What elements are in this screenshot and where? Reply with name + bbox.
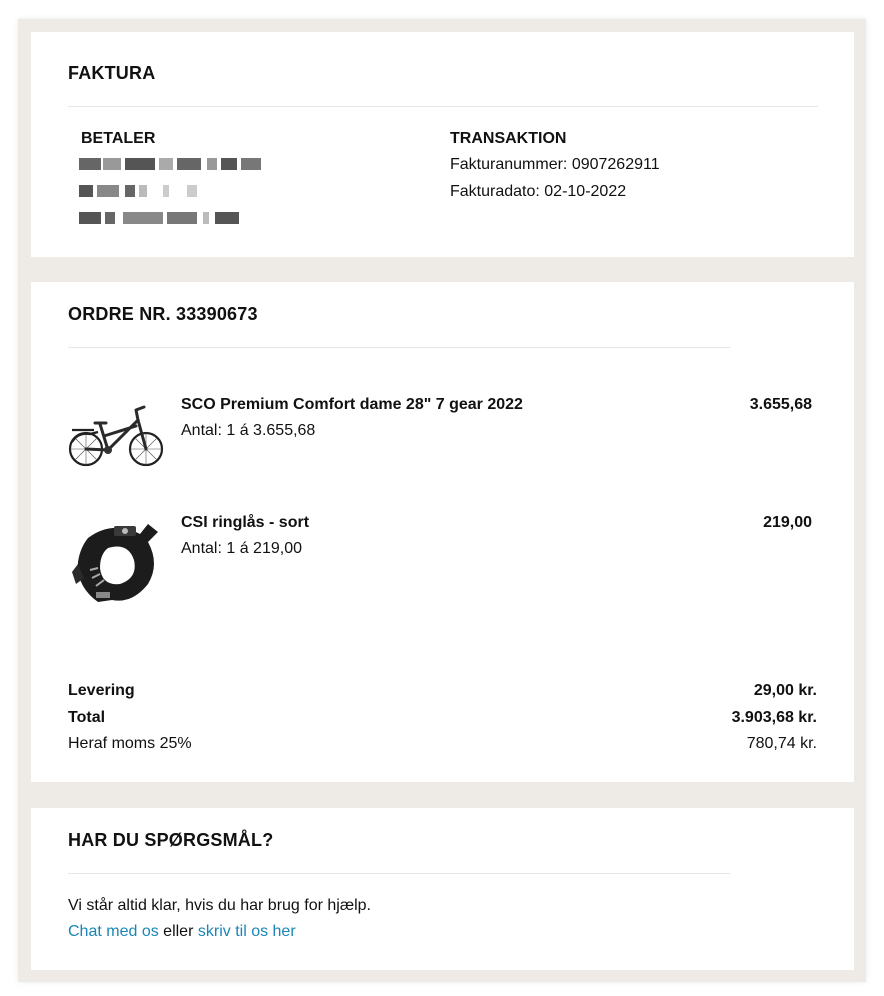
item-quantity: Antal: 1 á 219,00 [181,540,302,557]
divider [68,347,730,348]
transaction-label: TRANSAKTION [450,130,567,147]
invoice-card [31,32,854,257]
divider [68,106,818,107]
or-text: eller [163,923,194,940]
help-links [68,923,296,941]
help-title: HAR DU SPØRGSMÅL? [68,830,274,850]
invoice-number: Fakturanummer: 0907262911 [450,156,660,173]
divider [68,873,730,874]
payer-label: BETALER [81,130,156,147]
invoice-title: FAKTURA [68,63,156,83]
vat-label: Heraf moms 25% [68,735,192,752]
help-card [31,808,854,970]
total-label: Total [68,709,106,726]
item-name: CSI ringlås - sort [181,514,310,531]
total-value: 3.903,68 kr. [731,709,817,726]
item-price: 219,00 [763,514,812,531]
ring-lock-icon [68,512,164,608]
write-to-us-link[interactable]: skriv til os her [197,923,296,940]
invoice-frame [18,19,866,982]
item-price: 3.655,68 [749,396,812,413]
delivery-value: 29,00 kr. [753,682,817,699]
item-quantity: Antal: 1 á 3.655,68 [181,422,316,439]
chat-link[interactable]: Chat med os [68,923,159,940]
order-card [31,282,854,782]
item-name: SCO Premium Comfort dame 28" 7 gear 2022 [181,396,523,413]
vat-value: 780,74 kr. [746,735,817,752]
help-text: Vi står altid klar, hvis du har brug for hjælp. [68,897,371,914]
delivery-label: Levering [68,682,135,699]
bicycle-icon [68,402,164,472]
invoice-date: Fakturadato: 02-10-2022 [450,183,627,200]
order-title: ORDRE NR. 33390673 [68,304,258,324]
